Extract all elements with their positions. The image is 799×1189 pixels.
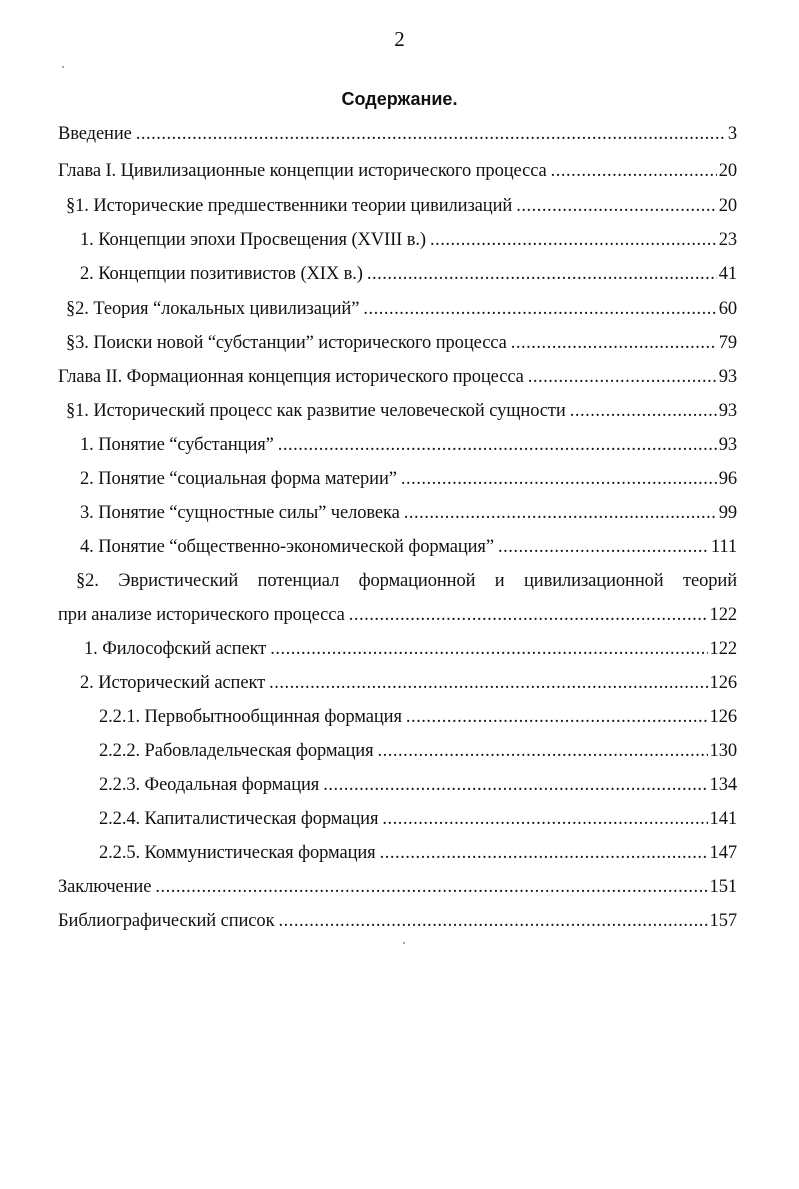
toc-leader-dots — [380, 839, 708, 867]
toc-leader-dots — [270, 635, 707, 663]
toc-entry-ch2-s2-item-2 — [80, 669, 737, 697]
toc-leader-dots — [367, 260, 717, 288]
toc-entry-ch2-s1-item-3 — [80, 499, 737, 527]
toc-leader-dots — [278, 431, 717, 459]
toc-entry-ch2-section-1 — [66, 397, 737, 425]
toc-leader-dots — [430, 226, 717, 254]
toc-entry-ch1-s1-item-2 — [80, 260, 737, 288]
toc-leader-dots — [511, 329, 717, 357]
toc-leader-dots — [155, 873, 707, 901]
toc-entry-label: Библиографический список — [58, 911, 275, 931]
toc-leader-dots — [551, 157, 717, 185]
toc-entry-page: 147 — [709, 843, 737, 863]
toc-entry-page: 3 — [727, 124, 737, 144]
toc-entry-ch2-s1-item-4 — [80, 533, 737, 561]
toc-entry-ch2-section-2-line-1: §2. Эвристический потенциал формационной и цивилизационной теорий — [76, 571, 737, 591]
toc-entry-bibliography — [58, 907, 737, 935]
toc-leader-dots — [377, 737, 707, 765]
toc-entry-label: Введение — [58, 124, 132, 144]
toc-entry-label: §2. Теория “локальных цивилизаций” — [66, 299, 360, 319]
toc-leader-dots — [516, 192, 717, 220]
toc-entry-page: 122 — [709, 639, 737, 659]
toc-entry-ch2-section-2 — [58, 601, 737, 629]
toc-entry-label: 2.2.4. Капиталистическая формация — [99, 809, 379, 829]
toc-entry-label: 2. Исторический аспект — [80, 673, 266, 693]
toc-entry-formation-1 — [99, 703, 737, 731]
toc-leader-dots — [323, 771, 707, 799]
toc-leader-dots — [136, 120, 726, 148]
toc-entry-page: 141 — [709, 809, 737, 829]
toc-entry-label: при анализе исторического процесса — [58, 605, 345, 625]
toc-entry-page: 20 — [718, 196, 737, 216]
toc-leader-dots — [404, 499, 717, 527]
toc-entry-ch2-s1-item-1 — [80, 431, 737, 459]
toc-entry-ch2-s1-item-2 — [80, 465, 737, 493]
toc-entry-ch1-section-1 — [66, 192, 737, 220]
toc-entry-page: 60 — [718, 299, 737, 319]
toc-entry-label: Заключение — [58, 877, 152, 897]
toc-entry-page: 20 — [718, 161, 737, 181]
toc-entry-chapter-2 — [58, 363, 737, 391]
toc-entry-label: 1. Философский аспект — [84, 639, 267, 659]
toc-entry-page: 96 — [718, 469, 737, 489]
toc-entry-label: 2.2.3. Феодальная формация — [99, 775, 320, 795]
toc-entry-ch1-s1-item-1 — [80, 226, 737, 254]
toc-entry-page: 23 — [718, 230, 737, 250]
toc-leader-dots — [401, 465, 717, 493]
toc-entry-label: 2. Концепции позитивистов (XIX в.) — [80, 264, 363, 284]
toc-entry-label: 3. Понятие “сущностные силы” человека — [80, 503, 400, 523]
toc-entry-label: §1. Исторические предшественники теории цивилизаций — [66, 196, 513, 216]
toc-entry-label: 2.2.2. Рабовладельческая формация — [99, 741, 374, 761]
toc-entry-page: 130 — [709, 741, 737, 761]
toc-leader-dots — [406, 703, 708, 731]
toc-entry-ch1-section-3 — [66, 329, 737, 357]
toc-entry-formation-5 — [99, 839, 737, 867]
toc-entry-page: 122 — [709, 605, 737, 625]
toc-entry-label: 1. Понятие “субстанция” — [80, 435, 274, 455]
toc-entry-chapter-1 — [58, 157, 737, 185]
toc-entry-label: §3. Поиски новой “субстанции” исторического процесса — [66, 333, 507, 353]
toc-entry-page: 41 — [718, 264, 737, 284]
toc-entry-label: 4. Понятие “общественно-экономической формация” — [80, 537, 494, 557]
toc-entry-page: 157 — [709, 911, 737, 931]
toc-entry-page: 93 — [718, 401, 737, 421]
scan-speck — [62, 66, 64, 68]
toc-leader-dots — [570, 397, 717, 425]
toc-entry-conclusion — [58, 873, 737, 901]
scan-speck — [403, 942, 405, 944]
toc-entry-page: 111 — [710, 537, 737, 557]
toc-entry-page: 126 — [709, 707, 737, 727]
toc-entry-page: 79 — [718, 333, 737, 353]
toc-entry-formation-3 — [99, 771, 737, 799]
toc-entry-page: 93 — [718, 435, 737, 455]
toc-entry-label: Глава II. Формационная концепция исторического процесса — [58, 367, 524, 387]
toc-entry-ch1-section-2 — [66, 295, 737, 323]
toc-leader-dots — [349, 601, 708, 629]
toc-leader-dots — [528, 363, 717, 391]
toc-entry-ch2-s2-item-1 — [84, 635, 737, 663]
toc-entry-formation-4 — [99, 805, 737, 833]
page-number: 2 — [394, 27, 405, 51]
toc-entry-page: 151 — [709, 877, 737, 897]
toc-entry-page: 99 — [718, 503, 737, 523]
toc-entry-label: 2. Понятие “социальная форма материи” — [80, 469, 397, 489]
toc-leader-dots — [363, 295, 716, 323]
toc-entry-label: §1. Исторический процесс как развитие человеческой сущности — [66, 401, 566, 421]
toc-leader-dots — [382, 805, 707, 833]
toc-title: Содержание. — [341, 89, 458, 109]
toc-entry-label: 2.2.5. Коммунистическая формация — [99, 843, 376, 863]
toc-entry-page: 93 — [718, 367, 737, 387]
toc-entry-introduction — [58, 120, 737, 148]
toc-entry-label: Глава I. Цивилизационные концепции исторического процесса — [58, 161, 547, 181]
toc-entry-label: 1. Концепции эпохи Просвещения (XVIII в.) — [80, 230, 426, 250]
toc-entry-page: 134 — [709, 775, 737, 795]
toc-entry-page: 126 — [709, 673, 737, 693]
toc-entry-formation-2 — [99, 737, 737, 765]
toc-entry-label: 2.2.1. Первобытнообщинная формация — [99, 707, 402, 727]
toc-leader-dots — [498, 533, 709, 561]
toc-leader-dots — [278, 907, 707, 935]
toc-leader-dots — [269, 669, 707, 697]
